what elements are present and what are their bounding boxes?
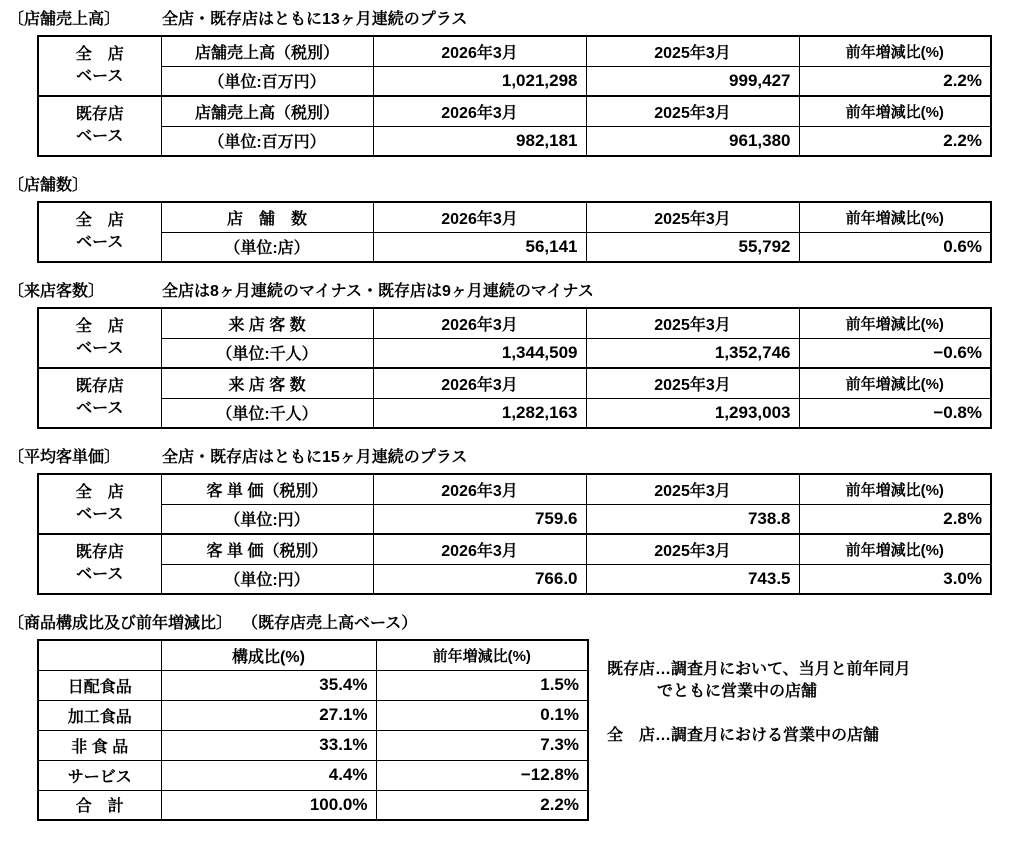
value-2026-cell: 1,344,509 <box>373 338 586 368</box>
store-count-table <box>37 201 992 263</box>
year-2025-header-cell: 2025年3月 <box>586 202 799 232</box>
yoy-value-cell: 2.2% <box>799 66 991 96</box>
unit-label-cell: （単位:円） <box>161 504 373 534</box>
value-2025-cell: 1,352,746 <box>586 338 799 368</box>
composition-table <box>37 639 589 821</box>
base-label-line1: 既存店 <box>75 544 124 561</box>
base-label-line1: 全 店 <box>75 46 124 63</box>
base-label-line2: ベース <box>76 340 124 357</box>
base-label-line2: ベース <box>76 234 124 251</box>
yoy-header-cell: 前年増減比(%) <box>376 640 588 670</box>
note-all-stores: 全 店…調査月における営業中の店舗 <box>607 727 880 744</box>
base-label-line2: ベース <box>76 400 124 417</box>
category-name-cell: 加工食品 <box>38 700 161 730</box>
table-row <box>38 308 991 338</box>
year-2025-header-cell: 2025年3月 <box>586 474 799 504</box>
base-label-cell <box>38 368 161 428</box>
year-2026-header-cell: 2026年3月 <box>373 202 586 232</box>
unit-label-cell: （単位:百万円） <box>161 126 373 156</box>
item-label-cell: 来 店 客 数 <box>161 368 373 398</box>
base-label-cell <box>38 534 161 594</box>
item-label-cell: 客 単 価（税別） <box>161 474 373 504</box>
base-label-line1: 既存店 <box>75 106 124 123</box>
year-2026-header-cell: 2026年3月 <box>373 96 586 126</box>
table-row <box>38 564 991 594</box>
value-2025-cell: 743.5 <box>586 564 799 594</box>
year-2025-header-cell: 2025年3月 <box>586 96 799 126</box>
base-label-line2: ベース <box>76 128 124 145</box>
value-2026-cell: 982,181 <box>373 126 586 156</box>
value-2025-cell: 1,293,003 <box>586 398 799 428</box>
year-2025-header-cell: 2025年3月 <box>586 368 799 398</box>
year-2025-header-cell: 2025年3月 <box>586 36 799 66</box>
year-2026-header-cell: 2026年3月 <box>373 36 586 66</box>
note-existing-stores-line1: 既存店…調査月において、当月と前年同月 <box>607 661 911 678</box>
base-label-line1: 全 店 <box>75 318 124 335</box>
base-label-line1: 全 店 <box>75 484 124 501</box>
value-2025-cell: 999,427 <box>586 66 799 96</box>
yoy-value-cell: 0.1% <box>376 700 588 730</box>
table-row <box>38 232 991 262</box>
yoy-header-cell: 前年増減比(%) <box>799 36 991 66</box>
section-heading-composition <box>8 614 1024 633</box>
year-2026-header-cell: 2026年3月 <box>373 308 586 338</box>
bottom-row <box>8 639 1024 821</box>
table-row <box>38 398 991 428</box>
yoy-value-cell: 7.3% <box>376 730 588 760</box>
table-row <box>38 700 588 730</box>
table-row <box>38 368 991 398</box>
table-row <box>38 670 588 700</box>
customer-count-table <box>37 307 992 429</box>
year-2026-header-cell: 2026年3月 <box>373 368 586 398</box>
base-label-line1: 全 店 <box>75 212 124 229</box>
item-label-cell: 店舗売上高（税別） <box>161 96 373 126</box>
yoy-value-cell: 2.2% <box>376 790 588 820</box>
section-heading-avg-spend <box>8 448 1024 467</box>
section-subtitle: 全店・既存店はともに13ヶ月連続のプラス <box>162 11 468 28</box>
unit-label-cell: （単位:店） <box>161 232 373 262</box>
section-label: 〔店舗売上高〕 <box>8 11 121 28</box>
item-label-cell: 店舗売上高（税別） <box>161 36 373 66</box>
value-2026-cell: 759.6 <box>373 504 586 534</box>
category-name-cell: 日配食品 <box>38 670 161 700</box>
yoy-header-cell: 前年増減比(%) <box>799 534 991 564</box>
table-row <box>38 202 991 232</box>
unit-label-cell: （単位:千人） <box>161 338 373 368</box>
definitions-note <box>607 659 911 747</box>
section-subtitle: （既存店売上高ベース） <box>242 615 418 632</box>
yoy-header-cell: 前年増減比(%) <box>799 308 991 338</box>
year-2025-header-cell: 2025年3月 <box>586 534 799 564</box>
note-existing-stores-line2: でともに営業中の店舗 <box>657 683 818 700</box>
table-row <box>38 640 588 670</box>
share-value-cell: 33.1% <box>161 730 376 760</box>
share-value-cell: 4.4% <box>161 760 376 790</box>
category-name-cell: サービス <box>38 760 161 790</box>
unit-label-cell: （単位:円） <box>161 564 373 594</box>
table-row <box>38 790 588 820</box>
value-2026-cell: 1,282,163 <box>373 398 586 428</box>
section-label: 〔店舗数〕 <box>8 177 89 194</box>
value-2025-cell: 738.8 <box>586 504 799 534</box>
value-2025-cell: 961,380 <box>586 126 799 156</box>
yoy-value-cell: 3.0% <box>799 564 991 594</box>
table-row <box>38 66 991 96</box>
base-label-cell <box>38 36 161 96</box>
store-sales-table <box>37 35 992 157</box>
yoy-value-cell: 1.5% <box>376 670 588 700</box>
unit-label-cell: （単位:千人） <box>161 398 373 428</box>
section-subtitle: 全店・既存店はともに15ヶ月連続のプラス <box>162 449 468 466</box>
base-label-line2: ベース <box>76 506 124 523</box>
item-label-cell: 客 単 価（税別） <box>161 534 373 564</box>
value-2026-cell: 766.0 <box>373 564 586 594</box>
section-label: 〔商品構成比及び前年増減比〕 <box>8 615 233 632</box>
base-label-cell <box>38 308 161 368</box>
item-label-cell: 店 舗 数 <box>161 202 373 232</box>
yoy-header-cell: 前年増減比(%) <box>799 202 991 232</box>
base-label-cell <box>38 474 161 534</box>
unit-label-cell: （単位:百万円） <box>161 66 373 96</box>
table-row <box>38 338 991 368</box>
total-label-cell: 合 計 <box>38 790 161 820</box>
table-row <box>38 760 588 790</box>
section-label: 〔来店客数〕 <box>8 283 105 300</box>
yoy-header-cell: 前年増減比(%) <box>799 474 991 504</box>
section-heading-customer-count <box>8 282 1024 301</box>
share-value-cell: 35.4% <box>161 670 376 700</box>
yoy-value-cell: 0.6% <box>799 232 991 262</box>
table-row <box>38 534 991 564</box>
avg-spend-table <box>37 473 992 595</box>
share-header-cell: 構成比(%) <box>161 640 376 670</box>
value-2025-cell: 55,792 <box>586 232 799 262</box>
year-2026-header-cell: 2026年3月 <box>373 474 586 504</box>
yoy-value-cell: 2.2% <box>799 126 991 156</box>
value-2026-cell: 1,021,298 <box>373 66 586 96</box>
base-label-cell <box>38 202 161 262</box>
value-2026-cell: 56,141 <box>373 232 586 262</box>
category-name-cell: 非 食 品 <box>38 730 161 760</box>
base-label-line2: ベース <box>76 68 124 85</box>
table-row <box>38 126 991 156</box>
yoy-header-cell: 前年増減比(%) <box>799 368 991 398</box>
table-row <box>38 96 991 126</box>
yoy-value-cell: 2.8% <box>799 504 991 534</box>
item-label-cell: 来 店 客 数 <box>161 308 373 338</box>
section-heading-store-sales <box>8 10 1024 29</box>
table-row <box>38 474 991 504</box>
share-value-cell: 100.0% <box>161 790 376 820</box>
base-label-cell <box>38 96 161 156</box>
yoy-value-cell: −0.8% <box>799 398 991 428</box>
table-row <box>38 504 991 534</box>
empty-corner-cell <box>38 640 161 670</box>
base-label-line1: 既存店 <box>75 378 124 395</box>
table-row <box>38 730 588 760</box>
section-heading-store-count <box>8 176 1024 195</box>
year-2026-header-cell: 2026年3月 <box>373 534 586 564</box>
share-value-cell: 27.1% <box>161 700 376 730</box>
yoy-header-cell: 前年増減比(%) <box>799 96 991 126</box>
section-label: 〔平均客単価〕 <box>8 449 121 466</box>
section-subtitle: 全店は8ヶ月連続のマイナス・既存店は9ヶ月連続のマイナス <box>162 283 594 300</box>
base-label-line2: ベース <box>76 566 124 583</box>
yoy-value-cell: −12.8% <box>376 760 588 790</box>
yoy-value-cell: −0.6% <box>799 338 991 368</box>
year-2025-header-cell: 2025年3月 <box>586 308 799 338</box>
table-row <box>38 36 991 66</box>
